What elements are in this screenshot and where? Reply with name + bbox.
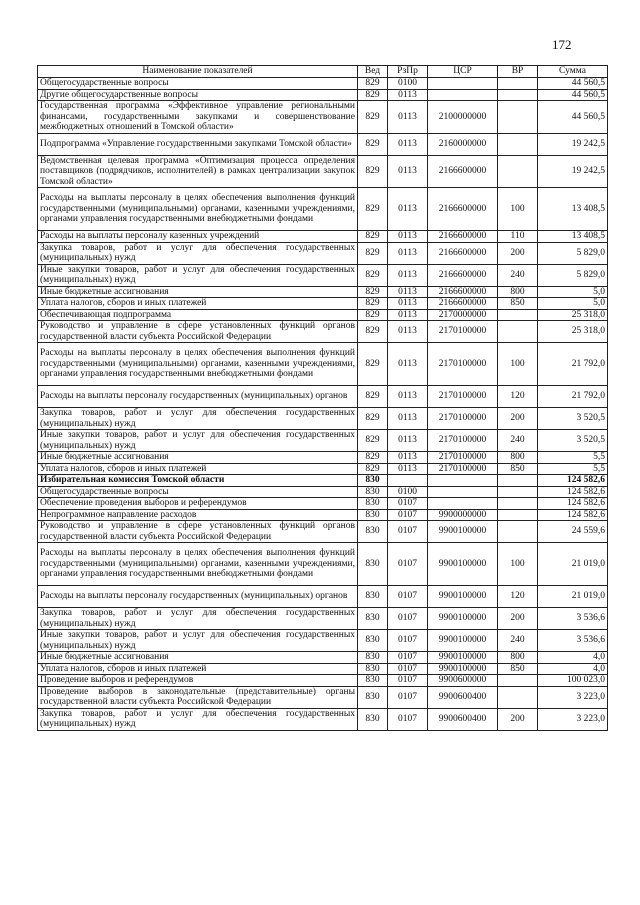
cell-vr: 800 (498, 452, 538, 464)
cell-ved: 830 (358, 663, 388, 675)
table-row (38, 386, 608, 408)
cell-name: Руководство и управление в сфере установленных функций органов государственной власти субъекта Российской Федерации (38, 321, 358, 343)
header-vr: ВР (498, 66, 538, 78)
cell-vr: 200 (498, 708, 538, 730)
table-row (38, 586, 608, 608)
table-row (38, 78, 608, 90)
table-row (38, 486, 608, 498)
cell-vr: 850 (498, 463, 538, 475)
table-row (38, 686, 608, 708)
cell-csr: 9900100000 (428, 543, 498, 586)
table-row (38, 498, 608, 510)
table-row (38, 298, 608, 310)
cell-rzpr: 0107 (388, 586, 428, 608)
table-row (38, 321, 608, 343)
cell-ved: 829 (358, 463, 388, 475)
table-row (38, 430, 608, 452)
table-row (38, 264, 608, 286)
cell-ved: 829 (358, 309, 388, 321)
cell-rzpr: 0113 (388, 408, 428, 430)
cell-vr: 200 (498, 242, 538, 264)
cell-sum: 44 560,5 (538, 89, 608, 101)
cell-ved: 830 (358, 586, 388, 608)
table-row (38, 242, 608, 264)
table-row (38, 463, 608, 475)
cell-rzpr: 0107 (388, 708, 428, 730)
cell-csr (428, 475, 498, 487)
cell-sum: 21 792,0 (538, 343, 608, 386)
cell-csr: 2170100000 (428, 452, 498, 464)
header-name: Наименование показателей (38, 66, 358, 78)
cell-sum: 3 223,0 (538, 708, 608, 730)
cell-vr: 120 (498, 586, 538, 608)
cell-csr: 9900100000 (428, 663, 498, 675)
cell-sum: 100 023,0 (538, 675, 608, 687)
cell-sum: 5,0 (538, 286, 608, 298)
table-row (38, 663, 608, 675)
cell-name: Закупка товаров, работ и услуг для обеспечения государственных (муниципальных) нужд (38, 608, 358, 630)
cell-sum: 4,0 (538, 652, 608, 664)
cell-ved: 830 (358, 543, 388, 586)
cell-vr (498, 101, 538, 134)
table-row (38, 309, 608, 321)
cell-vr (498, 321, 538, 343)
cell-vr: 240 (498, 264, 538, 286)
page-number: 172 (552, 37, 572, 52)
cell-csr (428, 486, 498, 498)
table-row (38, 630, 608, 652)
cell-name: Закупка товаров, работ и услуг для обеспечения государственных (муниципальных) нужд (38, 408, 358, 430)
cell-rzpr: 0113 (388, 155, 428, 188)
cell-csr: 2166600000 (428, 155, 498, 188)
header-csr: ЦСР (428, 66, 498, 78)
cell-rzpr: 0107 (388, 543, 428, 586)
cell-ved: 829 (358, 101, 388, 134)
cell-ved: 829 (358, 343, 388, 386)
cell-name: Расходы на выплаты персоналу в целях обеспечения выполнения функций государственными (муниципальными) органами, казенными учреждениями, органами управления государственными внебюджетными фондами (38, 188, 358, 231)
table-row (38, 188, 608, 231)
cell-rzpr: 0100 (388, 78, 428, 90)
cell-name: Ведомственная целевая программа «Оптимизация процесса определения поставщиков (подрядчиков, исполнителей) в рамках централизации закупок Томской области» (38, 155, 358, 188)
cell-rzpr: 0113 (388, 101, 428, 134)
cell-sum: 19 242,5 (538, 155, 608, 188)
cell-ved: 829 (358, 188, 388, 231)
cell-rzpr: 0113 (388, 231, 428, 243)
cell-name: Общегосударственные вопросы (38, 78, 358, 90)
cell-sum: 3 536,6 (538, 608, 608, 630)
table-row (38, 521, 608, 543)
cell-rzpr: 0113 (388, 264, 428, 286)
cell-sum: 124 582,6 (538, 498, 608, 510)
cell-vr: 240 (498, 630, 538, 652)
cell-rzpr: 0113 (388, 242, 428, 264)
cell-vr (498, 486, 538, 498)
cell-sum: 3 536,6 (538, 630, 608, 652)
cell-sum: 19 242,5 (538, 133, 608, 155)
cell-csr: 2170000000 (428, 309, 498, 321)
cell-ved: 829 (358, 286, 388, 298)
cell-csr: 2166600000 (428, 298, 498, 310)
table-row (38, 675, 608, 687)
cell-name: Уплата налогов, сборов и иных платежей (38, 663, 358, 675)
cell-csr: 9900100000 (428, 652, 498, 664)
cell-sum: 13 408,5 (538, 188, 608, 231)
cell-csr: 2100000000 (428, 101, 498, 134)
cell-vr: 200 (498, 608, 538, 630)
cell-csr: 9900100000 (428, 586, 498, 608)
cell-rzpr: 0113 (388, 309, 428, 321)
cell-sum: 13 408,5 (538, 231, 608, 243)
table-body (38, 78, 608, 731)
cell-sum: 25 318,0 (538, 321, 608, 343)
cell-sum: 5 829,0 (538, 242, 608, 264)
cell-ved: 829 (358, 452, 388, 464)
cell-csr: 2160000000 (428, 133, 498, 155)
cell-ved: 830 (358, 652, 388, 664)
cell-sum: 21 019,0 (538, 586, 608, 608)
cell-rzpr: 0113 (388, 133, 428, 155)
cell-sum: 124 582,6 (538, 509, 608, 521)
cell-name: Обеспечение проведения выборов и референдумов (38, 498, 358, 510)
cell-csr (428, 78, 498, 90)
cell-rzpr: 0113 (388, 463, 428, 475)
cell-csr: 2166600000 (428, 242, 498, 264)
cell-sum: 5,0 (538, 298, 608, 310)
table-row (38, 652, 608, 664)
cell-name: Проведение выборов и референдумов (38, 675, 358, 687)
cell-vr: 200 (498, 408, 538, 430)
cell-sum: 3 520,5 (538, 430, 608, 452)
table-row (38, 509, 608, 521)
cell-vr: 800 (498, 652, 538, 664)
cell-rzpr: 0107 (388, 630, 428, 652)
table-row (38, 343, 608, 386)
cell-name: Иные закупки товаров, работ и услуг для обеспечения государственных (муниципальных) нужд (38, 630, 358, 652)
cell-ved: 830 (358, 630, 388, 652)
cell-rzpr: 0107 (388, 686, 428, 708)
budget-table (37, 65, 608, 731)
cell-sum: 4,0 (538, 663, 608, 675)
cell-rzpr: 0113 (388, 452, 428, 464)
cell-vr (498, 509, 538, 521)
cell-rzpr: 0113 (388, 343, 428, 386)
cell-rzpr (388, 475, 428, 487)
cell-name: Государственная программа «Эффективное управление региональными финансами, государственными закупками и совершенствование межбюджетных отношений в Томской области» (38, 101, 358, 134)
cell-csr: 2170100000 (428, 463, 498, 475)
cell-name: Непрограммное направление расходов (38, 509, 358, 521)
cell-ved: 830 (358, 708, 388, 730)
cell-ved: 830 (358, 675, 388, 687)
cell-vr (498, 521, 538, 543)
cell-sum: 44 560,5 (538, 78, 608, 90)
cell-ved: 829 (358, 408, 388, 430)
cell-name: Расходы на выплаты персоналу в целях обеспечения выполнения функций государственными (муниципальными) органами, казенными учреждениями, органами управления государственными внебюджетными фондами (38, 343, 358, 386)
cell-name: Иные бюджетные ассигнования (38, 286, 358, 298)
cell-ved: 829 (358, 430, 388, 452)
cell-rzpr: 0113 (388, 188, 428, 231)
cell-sum: 24 559,6 (538, 521, 608, 543)
table-row (38, 475, 608, 487)
cell-vr (498, 675, 538, 687)
table-row (38, 155, 608, 188)
cell-name: Иные бюджетные ассигнования (38, 452, 358, 464)
cell-name: Иные закупки товаров, работ и услуг для обеспечения государственных (муниципальных) нужд (38, 264, 358, 286)
cell-ved: 829 (358, 89, 388, 101)
cell-csr: 2166600000 (428, 264, 498, 286)
cell-vr: 120 (498, 386, 538, 408)
cell-name: Расходы на выплаты персоналу в целях обеспечения выполнения функций государственными (муниципальными) органами, казенными учреждениями, органами управления государственными внебюджетными фондами (38, 543, 358, 586)
cell-csr: 2170100000 (428, 408, 498, 430)
cell-name: Расходы на выплаты персоналу государственных (муниципальных) органов (38, 386, 358, 408)
table-row (38, 101, 608, 134)
cell-ved: 829 (358, 133, 388, 155)
cell-rzpr: 0107 (388, 675, 428, 687)
cell-rzpr: 0107 (388, 652, 428, 664)
cell-rzpr: 0107 (388, 663, 428, 675)
table-row (38, 608, 608, 630)
cell-vr: 100 (498, 188, 538, 231)
cell-csr: 2170100000 (428, 386, 498, 408)
cell-rzpr: 0107 (388, 521, 428, 543)
cell-rzpr: 0113 (388, 286, 428, 298)
cell-csr: 2170100000 (428, 430, 498, 452)
cell-name: Уплата налогов, сборов и иных платежей (38, 463, 358, 475)
cell-csr: 9900600400 (428, 708, 498, 730)
table-row (38, 452, 608, 464)
table-row (38, 408, 608, 430)
cell-rzpr: 0107 (388, 498, 428, 510)
cell-csr: 2166600000 (428, 286, 498, 298)
cell-sum: 3 223,0 (538, 686, 608, 708)
cell-csr: 2170100000 (428, 321, 498, 343)
cell-ved: 829 (358, 298, 388, 310)
cell-ved: 829 (358, 231, 388, 243)
cell-vr: 240 (498, 430, 538, 452)
cell-ved: 830 (358, 486, 388, 498)
cell-rzpr: 0113 (388, 430, 428, 452)
cell-vr (498, 498, 538, 510)
cell-name: Избирательная комиссия Томской области (38, 475, 358, 487)
cell-csr: 9900600000 (428, 675, 498, 687)
cell-vr (498, 475, 538, 487)
cell-sum: 5 829,0 (538, 264, 608, 286)
cell-ved: 829 (358, 155, 388, 188)
cell-ved: 829 (358, 78, 388, 90)
cell-name: Иные бюджетные ассигнования (38, 652, 358, 664)
cell-name: Общегосударственные вопросы (38, 486, 358, 498)
cell-sum: 5,5 (538, 463, 608, 475)
cell-name: Обеспечивающая подпрограмма (38, 309, 358, 321)
table-row (38, 286, 608, 298)
cell-name: Закупка товаров, работ и услуг для обеспечения государственных (муниципальных) нужд (38, 708, 358, 730)
cell-vr: 850 (498, 298, 538, 310)
cell-name: Расходы на выплаты персоналу государственных (муниципальных) органов (38, 586, 358, 608)
cell-sum: 124 582,6 (538, 486, 608, 498)
table-row (38, 231, 608, 243)
cell-ved: 830 (358, 509, 388, 521)
cell-name: Подпрограмма «Управление государственными закупками Томской области» (38, 133, 358, 155)
cell-csr: 2170100000 (428, 343, 498, 386)
table-header-row (38, 66, 608, 78)
cell-vr (498, 89, 538, 101)
cell-rzpr: 0107 (388, 608, 428, 630)
cell-vr: 110 (498, 231, 538, 243)
cell-vr: 100 (498, 343, 538, 386)
cell-csr (428, 498, 498, 510)
cell-sum: 44 560,5 (538, 101, 608, 134)
cell-name: Расходы на выплаты персоналу казенных учреждений (38, 231, 358, 243)
cell-sum: 21 019,0 (538, 543, 608, 586)
cell-vr (498, 686, 538, 708)
cell-csr: 2166600000 (428, 188, 498, 231)
cell-sum: 3 520,5 (538, 408, 608, 430)
table-row (38, 543, 608, 586)
cell-vr (498, 309, 538, 321)
cell-sum: 124 582,6 (538, 475, 608, 487)
cell-rzpr: 0113 (388, 89, 428, 101)
cell-rzpr: 0113 (388, 386, 428, 408)
cell-csr (428, 89, 498, 101)
cell-vr: 850 (498, 663, 538, 675)
cell-name: Закупка товаров, работ и услуг для обеспечения государственных (муниципальных) нужд (38, 242, 358, 264)
header-ved: Вед (358, 66, 388, 78)
cell-ved: 830 (358, 498, 388, 510)
table-row (38, 89, 608, 101)
cell-ved: 830 (358, 475, 388, 487)
cell-csr: 2166600000 (428, 231, 498, 243)
cell-ved: 829 (358, 264, 388, 286)
cell-rzpr: 0113 (388, 321, 428, 343)
cell-sum: 21 792,0 (538, 386, 608, 408)
cell-vr (498, 133, 538, 155)
cell-csr: 9900100000 (428, 521, 498, 543)
header-sum: Сумма (538, 66, 608, 78)
cell-rzpr: 0100 (388, 486, 428, 498)
cell-name: Иные закупки товаров, работ и услуг для обеспечения государственных (муниципальных) нужд (38, 430, 358, 452)
cell-vr: 800 (498, 286, 538, 298)
cell-vr (498, 78, 538, 90)
cell-csr: 9900100000 (428, 630, 498, 652)
cell-ved: 829 (358, 242, 388, 264)
cell-name: Другие общегосударственные вопросы (38, 89, 358, 101)
cell-ved: 829 (358, 321, 388, 343)
cell-vr (498, 155, 538, 188)
cell-ved: 830 (358, 521, 388, 543)
cell-rzpr: 0107 (388, 509, 428, 521)
cell-csr: 9900600400 (428, 686, 498, 708)
cell-name: Руководство и управление в сфере установленных функций органов государственной власти субъекта Российской Федерации (38, 521, 358, 543)
cell-rzpr: 0113 (388, 298, 428, 310)
cell-sum: 25 318,0 (538, 309, 608, 321)
cell-ved: 830 (358, 608, 388, 630)
table-row (38, 708, 608, 730)
header-rzpr: РзПр (388, 66, 428, 78)
cell-name: Уплата налогов, сборов и иных платежей (38, 298, 358, 310)
cell-csr: 9900100000 (428, 608, 498, 630)
cell-sum: 5,5 (538, 452, 608, 464)
cell-vr: 100 (498, 543, 538, 586)
table-row (38, 133, 608, 155)
cell-name: Проведение выборов в законодательные (представительные) органы государственной власти субъекта Российской Федерации (38, 686, 358, 708)
cell-ved: 829 (358, 386, 388, 408)
cell-csr: 9900000000 (428, 509, 498, 521)
cell-ved: 830 (358, 686, 388, 708)
